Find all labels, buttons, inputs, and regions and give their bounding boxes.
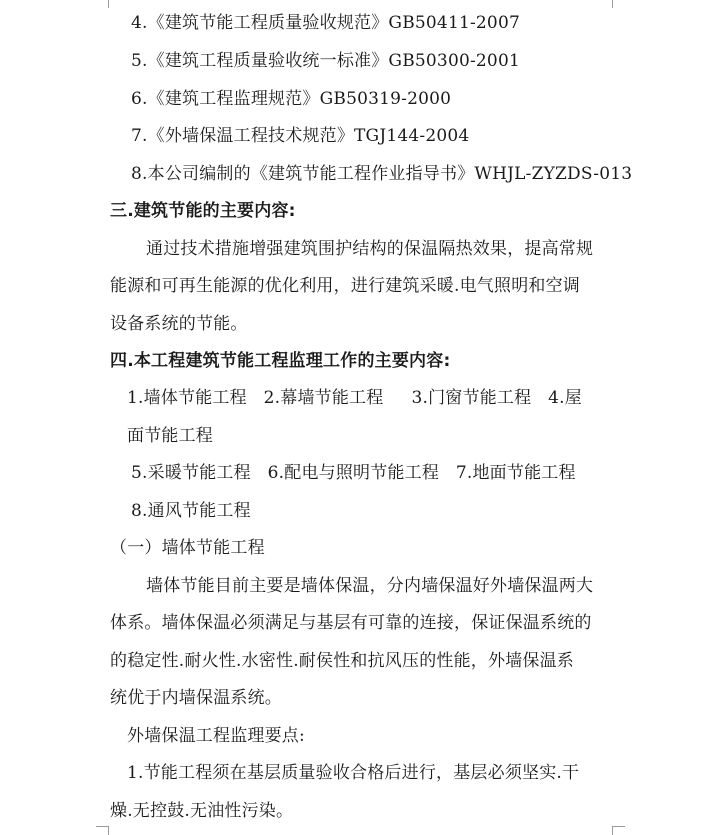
work-items-line: 1.墙体节能工程 2.幕墙节能工程 3.门窗节能工程 4.屋 [127, 388, 582, 408]
reference-item-7: 7.《外墙保温工程技术规范》TGJ144-2004 [131, 126, 470, 146]
subheading-supervision-points: 外墙保温工程监理要点: [127, 726, 305, 746]
crop-mark-top-left-vertical [108, 0, 109, 8]
paragraph-line: 体系。墙体保温必须满足与基层有可靠的连接，保证保温系统的 [110, 613, 592, 633]
paragraph-line: 墙体节能目前主要是墙体保温，分内墙保温好外墙保温两大 [146, 576, 594, 596]
paragraph-line: 设备系统的节能。 [110, 314, 248, 334]
paragraph-line: 1.节能工程须在基层质量验收合格后进行，基层必须坚实.干 [127, 763, 580, 783]
paragraph-line: 燥.无控鼓.无油性污染。 [110, 801, 294, 821]
paragraph-line: 的稳定性.耐火性.水密性.耐侯性和抗风压的性能，外墙保温系 [110, 651, 575, 671]
paragraph-line: 通过技术措施增强建筑围护结构的保温隔热效果，提高常规 [146, 239, 594, 259]
paragraph-line: 统优于内墙保温系统。 [110, 688, 282, 708]
crop-mark-bottom-right-vertical [612, 826, 613, 835]
crop-mark-bottom-right-horizontal [613, 826, 625, 827]
work-items-line: 面节能工程 [127, 426, 213, 446]
reference-item-4: 4.《建筑节能工程质量验收规范》GB50411-2007 [131, 13, 520, 33]
section-heading-4: 四.本工程建筑节能工程监理工作的主要内容: [110, 351, 451, 371]
subsection-heading: （一）墙体节能工程 [110, 538, 265, 558]
crop-mark-top-right-vertical [612, 0, 613, 8]
work-items-line: 8.通风节能工程 [131, 501, 251, 521]
reference-item-8: 8.本公司编制的《建筑节能工程作业指导书》WHJL-ZYZDS-013 [131, 164, 633, 184]
crop-mark-bottom-left-horizontal [96, 826, 108, 827]
work-items-line: 5.采暖节能工程 6.配电与照明节能工程 7.地面节能工程 [131, 463, 576, 483]
reference-item-6: 6.《建筑工程监理规范》GB50319-2000 [131, 89, 452, 109]
section-heading-3: 三.建筑节能的主要内容: [110, 201, 296, 221]
crop-mark-bottom-left-vertical [108, 826, 109, 835]
reference-item-5: 5.《建筑工程质量验收统一标准》GB50300-2001 [131, 51, 520, 71]
paragraph-line: 能源和可再生能源的优化利用，进行建筑采暖.电气照明和空调 [110, 276, 581, 296]
